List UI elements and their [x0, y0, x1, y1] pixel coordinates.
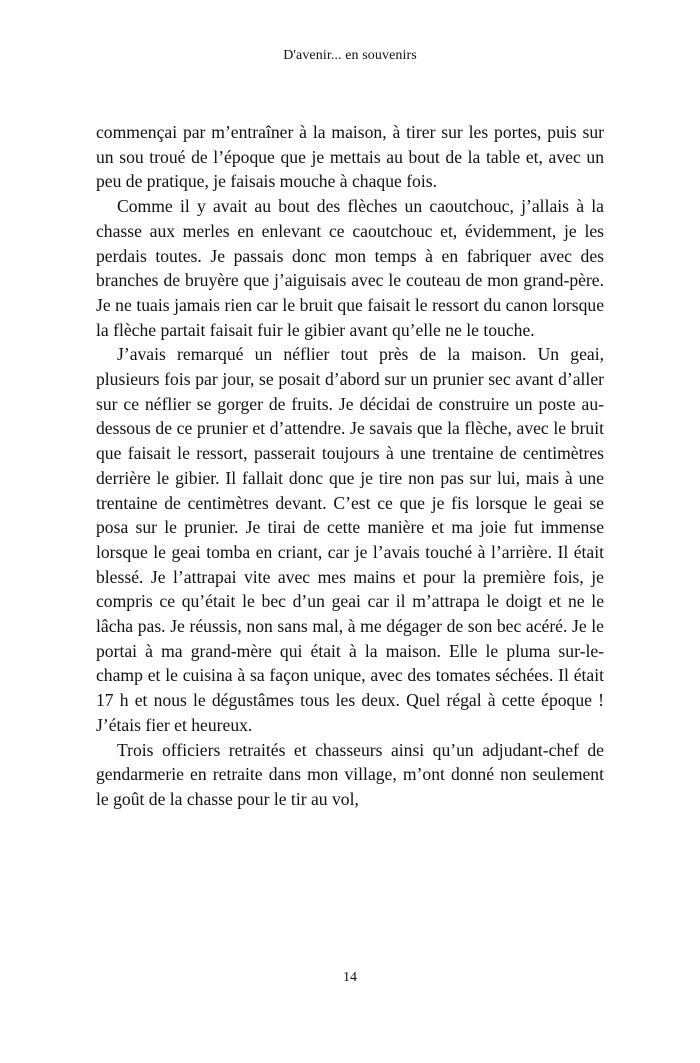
paragraph-continued: commençai par m’entraîner à la maison, à tirer sur les portes, puis sur un sou troué de l’époque que je mettais au bout de la table et, avec un peu de pratique, je faisais mouche à chaque fois. — [96, 122, 604, 192]
page-number: 14 — [343, 970, 357, 985]
body-text — [96, 120, 604, 812]
paragraph: Comme il y avait au bout des flèches un caoutchouc, j’allais à la chasse aux merles en enlevant ce caoutchouc et, évidemment, je les perdais toutes. Je passais donc mon temps à en fabriquer avec des branches de bruyère que j’aiguisais avec le couteau de mon grand-père. Je ne tuais jamais rien car le bruit que faisait le ressort du canon lorsque la flèche partait faisait fuir le gibier avant qu’elle ne le touche. — [96, 196, 604, 340]
running-header: D'avenir... en souvenirs — [283, 48, 417, 63]
paragraph: Trois officiers retraités et chasseurs ainsi qu’un adjudant-chef de gendarmerie en retraite dans mon village, m’ont donné non seulement le goût de la chasse pour le tir au vol, — [96, 739, 604, 809]
paragraph: J’avais remarqué un néflier tout près de la maison. Un geai, plusieurs fois par jour, se posait d’abord sur un prunier sec avant d’aller sur ce néflier se gorger de fruits. Je décidai de construire un poste au-dessous de ce prunier et d’attendre. Je savais que la flèche, avec le bruit que faisait le ressort, passerait toujours à une trentaine de centimètres derrière le gibier. Il fallait donc que je tire non pas sur lui, mais à une trentaine de centimètres devant. C’est ce que je fis lorsque le geai se posa sur le prunier. Je tirai de cette manière et ma joie fut immense lorsque le geai tomba en criant, car je l’avais touché à l’arrière. Il était blessé. Je l’attrapai vite avec mes mains et pour la première fois, je compris ce qu’était le bec d’un geai car il m’attrapa le doigt et ne le lâcha pas. Je réussis, non sans mal, à me dégager de son bec acéré. Je le portai à ma grand-mère qui était à la maison. Elle le pluma sur-le-champ et le cuisina à sa façon unique, avec des tomates séchées. Il était 17 h et nous le dégustâmes tous les deux. Quel régal à cette époque ! J’étais fier et heureux. — [96, 344, 604, 735]
